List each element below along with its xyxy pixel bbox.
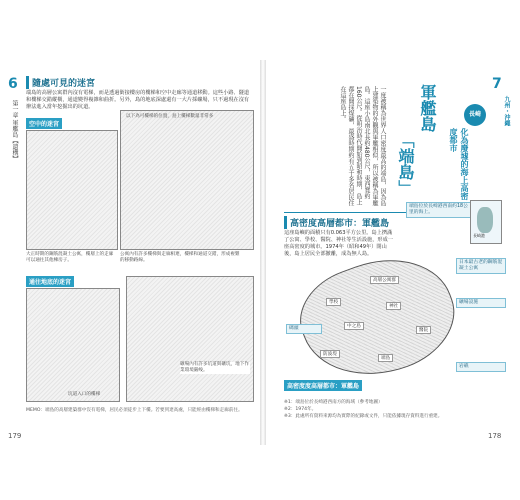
label-hashima: 端島	[378, 354, 393, 362]
right-sub-heading: 高密度度高層都市：軍艦島	[284, 380, 362, 391]
big-title-2: 「端島」	[396, 132, 415, 196]
callout-reef: 岩礁	[456, 362, 506, 372]
kyushu-shape	[477, 207, 493, 233]
sub-heading-sky-maze: 空中的迷宮	[26, 118, 62, 129]
caption-1: 以下為可樓梯的位置，島上樓梯數量非常多	[126, 114, 214, 119]
caption-2: 大正時期的鋼筋混凝土公寓，樓層上的走廊可以通往其他棟房子。	[26, 252, 114, 263]
callout-mine: 礦場設施	[456, 298, 506, 308]
right-page	[266, 62, 512, 442]
right-section-body: 這座島嶼的面積只有0.063平方公里。島上擠滿了公寓、學校、醫院、神社等生活設施，形成一座高密度的城市。1974年（昭和49年）閉山後，島上居民全部撤離，成為無人島。	[284, 230, 393, 257]
note-2: ※2：1974年。	[284, 407, 317, 412]
island-illustration	[287, 239, 468, 396]
label-apartments: 高層公寓群	[370, 276, 399, 284]
inset-map	[470, 200, 502, 244]
sketch-mine-tower	[26, 288, 120, 402]
note-3: ※3：此處所有資料來源均為實際的紀錄或文件，只能依據現存資料進行重建。	[284, 414, 443, 419]
left-side-tab: 第一章 軍艦島【遺構】	[11, 100, 18, 162]
left-page-chapter-number: 6	[8, 76, 18, 92]
label-shrine: 神社	[386, 302, 401, 310]
left-intro-text: 端島的高層公寓群內沒有電梯，而是透過銜接樓房的樓梯和空中走廊等通道移動。這些小路、隧道和樓梯交錯縱橫，通道變得複雜和曲折。另外，島的地底深處還有一大片採礦場，只不過現在沒有辦法進入當年挖掘出的坑道。	[26, 90, 250, 110]
label-seawall: 防波堤	[320, 350, 340, 358]
map-callout: 端島位於長崎港西南約18公里的海上。	[406, 202, 472, 218]
label-nakanoshima: 中之島	[344, 322, 364, 330]
label-school: 學校	[326, 298, 341, 306]
caption-4: 坑道入口的樓梯	[68, 392, 101, 397]
right-side-tab: 九州・沖繩	[503, 96, 510, 126]
right-footer-page-number: 178	[488, 432, 502, 440]
right-column-text: 一度被稱為世界人口密度最高的端島，因為島上建築物的外觀與軍艦相似，所以被稱為軍艦島。這座小島南北長約480公尺，東西寬約160公尺。從明治時代開始到昭和時期，島上都在開採煤礦，最盛時期約有五千多名居民住在這座島上。	[339, 86, 386, 206]
map-label-nagasaki: 長崎港	[473, 233, 485, 238]
big-title-1: 軍艦島	[418, 84, 437, 132]
sketch-corridor-1	[26, 130, 118, 250]
callout-pier: 碼頭	[286, 324, 322, 334]
sketch-corridor-2	[120, 110, 254, 250]
callout-oldest-apartment: 日本最古老的鋼筋混凝土公寓	[456, 258, 506, 274]
left-memo: MEMO：端島的高層建築群中沒有電梯，居民必須徒步上下樓。若要到達高處，只能經由樓梯和走廊前往。	[26, 408, 243, 413]
right-page-chapter-number: 7	[492, 76, 502, 92]
left-page	[8, 62, 260, 442]
left-section-title: 隨處可見的迷宮	[26, 76, 95, 89]
note-1: ※1：端島位於長崎港西南方的海域（參考地圖）	[284, 400, 383, 405]
region-badge: 長崎	[464, 104, 486, 126]
sketch-mine-tunnel	[126, 276, 254, 402]
headline: 化為廢墟的海上高密度都市	[449, 128, 469, 200]
caption-5: 礦場內有許多坑道與礦坑，地下作業環境嚴峻。	[180, 362, 249, 373]
left-footer-page-number: 179	[8, 432, 22, 440]
right-section-title: 高密度高層都市：軍艦島	[284, 216, 389, 229]
caption-3: 公寓內有許多樓梯與走廊相連，樓梯和通道交錯，形成複雜的移動路線。	[120, 252, 240, 263]
sub-heading-underground-maze: 通往地底的迷宮	[26, 276, 74, 287]
label-hospital: 醫院	[416, 326, 431, 334]
